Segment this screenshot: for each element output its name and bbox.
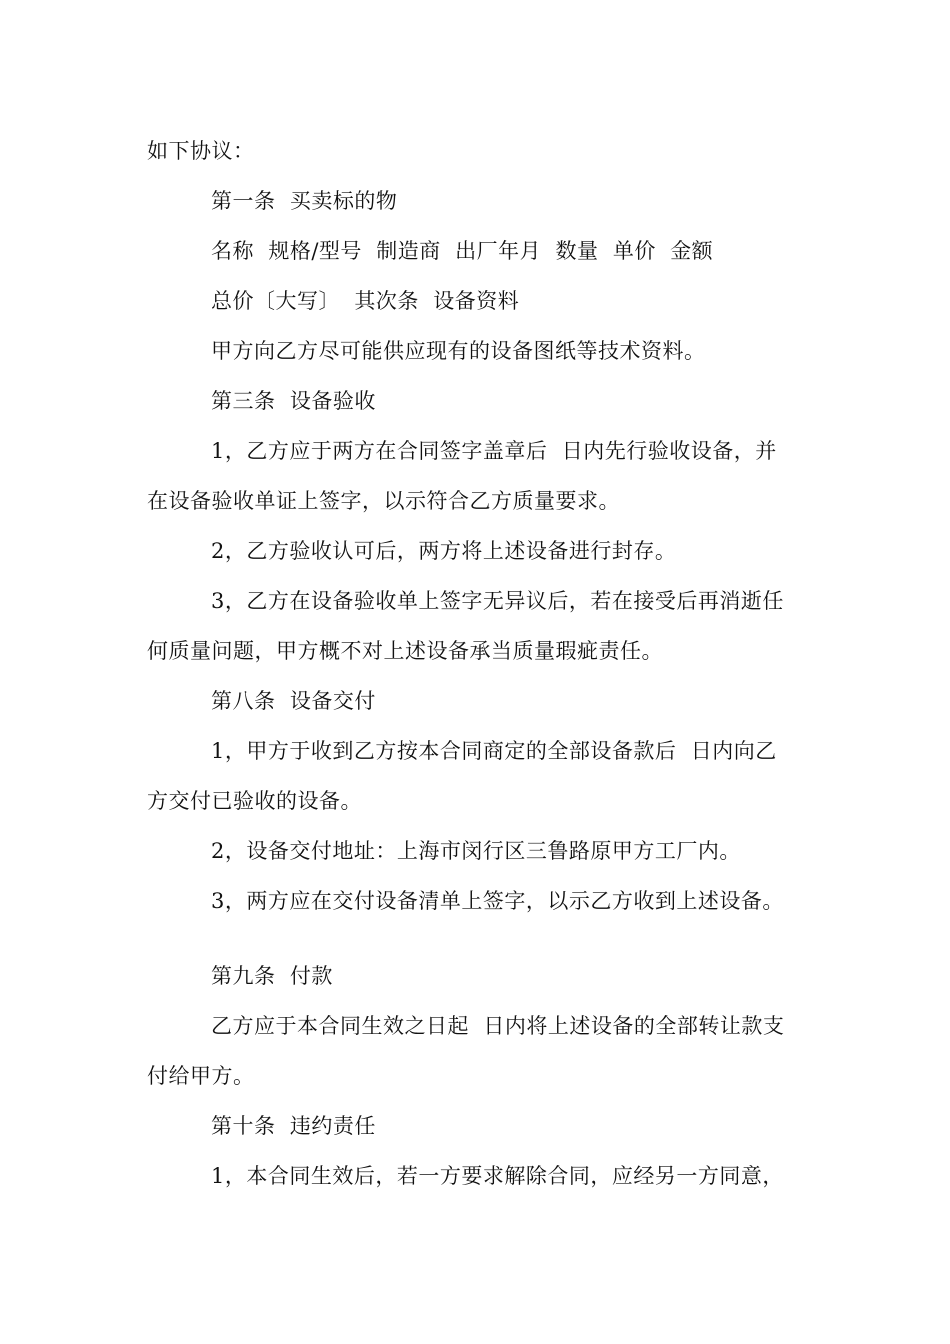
- article-3-item-3-line-1: 3，乙方在设备验收单上签字无异议后，若在接受后再消逝任: [211, 589, 784, 613]
- article-1-heading: 第一条 买卖标的物: [211, 189, 398, 213]
- article-9-text-line-2: 付给甲方。: [147, 1064, 255, 1088]
- table-header-line: 名称 规格/型号 制造商 出厂年月 数量 单价 金额: [211, 239, 714, 263]
- article-10-heading: 第十条 违约责任: [211, 1114, 376, 1138]
- article-3-item-1-line-2: 在设备验收单证上签字，以示符合乙方质量要求。: [147, 489, 620, 513]
- article-3-item-1-line-1: 1，乙方应于两方在合同签字盖章后 日内先行验收设备，并: [211, 439, 777, 463]
- intro-line: 如下协议：: [147, 139, 255, 163]
- article-8-item-2: 2，设备交付地址：上海市闵行区三鲁路原甲方工厂内。: [211, 839, 741, 863]
- article-8-heading: 第八条 设备交付: [211, 689, 376, 713]
- article-10-item-1: 1，本合同生效后，若一方要求解除合同，应经另一方同意，: [211, 1164, 784, 1188]
- article-9-text-line-1: 乙方应于本合同生效之日起 日内将上述设备的全部转让款支: [211, 1014, 785, 1038]
- article-8-item-1-line-2: 方交付已验收的设备。: [147, 789, 362, 813]
- article-8-item-1-line-1: 1，甲方于收到乙方按本合同商定的全部设备款后 日内向乙: [211, 739, 777, 763]
- article-8-item-3: 3，两方应在交付设备清单上签字，以示乙方收到上述设备。: [211, 889, 784, 913]
- article-3-item-3-line-2: 何质量问题，甲方概不对上述设备承当质量瑕疵责任。: [147, 639, 663, 663]
- article-3-heading: 第三条 设备验收: [211, 389, 376, 413]
- article-2-heading: 总价〔大写〕 其次条 设备资料: [211, 289, 520, 313]
- article-2-text: 甲方向乙方尽可能供应现有的设备图纸等技术资料。: [211, 339, 706, 363]
- article-3-item-2: 2，乙方验收认可后，两方将上述设备进行封存。: [211, 539, 677, 563]
- article-9-heading: 第九条 付款: [211, 964, 333, 988]
